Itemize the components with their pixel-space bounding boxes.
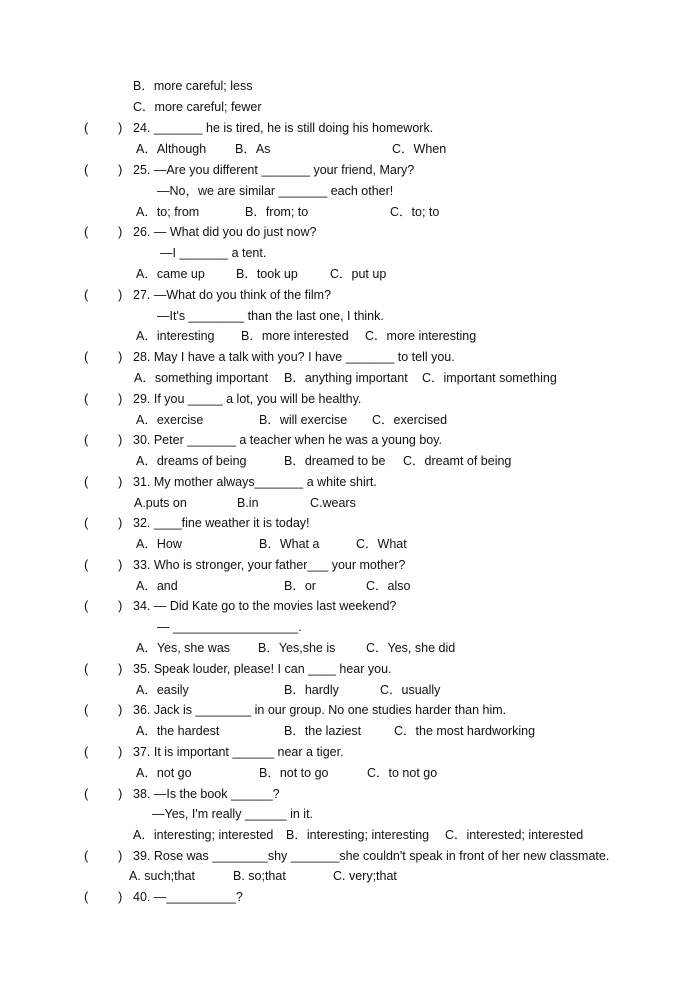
question-text: 37. It is important ______ near a tiger. bbox=[133, 745, 344, 759]
answer-option: A．Yes, she was bbox=[136, 641, 231, 655]
question-text: 29. If you _____ a lot, you will be healthy. bbox=[133, 392, 362, 406]
answer-paren-close: ) bbox=[118, 661, 123, 676]
answer-paren-open: ( bbox=[84, 391, 89, 406]
answer-paren-open: ( bbox=[84, 162, 89, 177]
answer-option: C．also bbox=[366, 579, 411, 593]
answer-option: B．or bbox=[284, 579, 316, 593]
line-text: —It's ________ than the last one, I think. bbox=[157, 309, 384, 323]
line-text: C．more careful; fewer bbox=[133, 100, 262, 114]
answer-option: B．will exercise bbox=[259, 413, 348, 427]
question-text: 38. —Is the book ______? bbox=[133, 787, 280, 801]
answer-option: B．interesting; interesting bbox=[286, 828, 430, 842]
answer-option: A．interesting; interested bbox=[133, 828, 274, 842]
question-text: 33. Who is stronger, your father___ your mother? bbox=[133, 558, 406, 572]
answer-option: C．dreamt of being bbox=[403, 454, 512, 468]
answer-paren-open: ( bbox=[84, 349, 89, 364]
answer-paren-open: ( bbox=[84, 702, 89, 717]
answer-paren-open: ( bbox=[84, 515, 89, 530]
answer-option: A. such;that bbox=[129, 869, 196, 883]
answer-paren-open: ( bbox=[84, 120, 89, 135]
question-text: 24. _______ he is tired, he is still doing his homework. bbox=[133, 121, 434, 135]
answer-option: B．hardly bbox=[284, 683, 339, 697]
answer-option: B．Yes,she is bbox=[258, 641, 336, 655]
answer-paren-close: ) bbox=[118, 786, 123, 801]
answer-option: C. very;that bbox=[333, 869, 397, 883]
answer-paren-close: ) bbox=[118, 474, 123, 489]
answer-option: A．not go bbox=[136, 766, 192, 780]
answer-option: C．usually bbox=[380, 683, 441, 697]
answer-option: C．When bbox=[392, 142, 447, 156]
answer-option: C．important something bbox=[422, 371, 557, 385]
answer-option: C．Yes, she did bbox=[366, 641, 456, 655]
line-text: B．more careful; less bbox=[133, 79, 253, 93]
answer-option: C．put up bbox=[330, 267, 387, 281]
answer-option: C．interested; interested bbox=[445, 828, 584, 842]
question-text: 30. Peter _______ a teacher when he was a young boy. bbox=[133, 433, 443, 447]
answer-option: A．something important bbox=[134, 371, 269, 385]
question-text: 31. My mother always_______ a white shirt. bbox=[133, 475, 377, 489]
answer-option: A.puts on bbox=[134, 496, 187, 510]
answer-option: B. so;that bbox=[233, 869, 286, 883]
answer-paren-open: ( bbox=[84, 474, 89, 489]
answer-option: A．dreams of being bbox=[136, 454, 247, 468]
answer-paren-close: ) bbox=[118, 120, 123, 135]
answer-option: B．more interested bbox=[241, 329, 349, 343]
answer-paren-open: ( bbox=[84, 598, 89, 613]
answer-paren-close: ) bbox=[118, 889, 123, 904]
question-text: 28. May I have a talk with you? I have _______ to tell you. bbox=[133, 350, 455, 364]
answer-option: C．exercised bbox=[372, 413, 448, 427]
answer-option: A．Although bbox=[136, 142, 207, 156]
answer-paren-open: ( bbox=[84, 557, 89, 572]
answer-paren-close: ) bbox=[118, 848, 123, 863]
answer-option: A．came up bbox=[136, 267, 205, 281]
answer-paren-open: ( bbox=[84, 432, 89, 447]
question-text: 35. Speak louder, please! I can ____ hear you. bbox=[133, 662, 392, 676]
answer-option: B．What a bbox=[259, 537, 320, 551]
answer-paren-close: ) bbox=[118, 349, 123, 364]
answer-option: A．interesting bbox=[136, 329, 215, 343]
answer-option: C．to; to bbox=[390, 205, 440, 219]
answer-option: C．to not go bbox=[367, 766, 438, 780]
answer-option: A．to; from bbox=[136, 205, 200, 219]
answer-paren-open: ( bbox=[84, 224, 89, 239]
question-text: 34. — Did Kate go to the movies last weekend? bbox=[133, 599, 397, 613]
answer-paren-close: ) bbox=[118, 557, 123, 572]
answer-option: B．took up bbox=[236, 267, 298, 281]
answer-option: C.wears bbox=[310, 496, 356, 510]
answer-paren-close: ) bbox=[118, 287, 123, 302]
answer-option: B．not to go bbox=[259, 766, 329, 780]
answer-option: C．more interesting bbox=[365, 329, 477, 343]
answer-option: B．anything important bbox=[284, 371, 408, 385]
answer-option: A．How bbox=[136, 537, 182, 551]
question-text: 27. —What do you think of the film? bbox=[133, 288, 332, 302]
answer-option: A．and bbox=[136, 579, 178, 593]
answer-paren-open: ( bbox=[84, 848, 89, 863]
answer-paren-close: ) bbox=[118, 391, 123, 406]
answer-paren-open: ( bbox=[84, 786, 89, 801]
answer-paren-close: ) bbox=[118, 702, 123, 717]
question-text: 32. ____fine weather it is today! bbox=[133, 516, 310, 530]
line-text: —No，we are similar _______ each other! bbox=[157, 184, 394, 198]
answer-option: A．the hardest bbox=[136, 724, 220, 738]
line-text: — __________________. bbox=[157, 620, 302, 634]
answer-paren-close: ) bbox=[118, 224, 123, 239]
answer-option: A．exercise bbox=[136, 413, 204, 427]
answer-paren-close: ) bbox=[118, 162, 123, 177]
answer-option: B．dreamed to be bbox=[284, 454, 386, 468]
answer-paren-close: ) bbox=[118, 744, 123, 759]
question-text: 36. Jack is ________ in our group. No one studies harder than him. bbox=[133, 703, 507, 717]
answer-paren-open: ( bbox=[84, 889, 89, 904]
question-text: 40. —__________? bbox=[133, 890, 243, 904]
answer-paren-open: ( bbox=[84, 661, 89, 676]
line-text: —I _______ a tent. bbox=[160, 246, 267, 260]
question-text: 26. — What did you do just now? bbox=[133, 225, 317, 239]
answer-option: A．easily bbox=[136, 683, 189, 697]
answer-paren-open: ( bbox=[84, 744, 89, 759]
question-text: 39. Rose was ________shy _______she couldn't speak in front of her new classmate. bbox=[133, 849, 610, 863]
answer-paren-close: ) bbox=[118, 515, 123, 530]
answer-option: B．the laziest bbox=[284, 724, 362, 738]
answer-paren-close: ) bbox=[118, 432, 123, 447]
question-text: 25. —Are you different _______ your friend, Mary? bbox=[133, 163, 415, 177]
answer-option: B．from; to bbox=[245, 205, 309, 219]
answer-paren-open: ( bbox=[84, 287, 89, 302]
answer-option: C．the most hardworking bbox=[394, 724, 536, 738]
answer-paren-close: ) bbox=[118, 598, 123, 613]
line-text: —Yes, I'm really ______ in it. bbox=[152, 807, 314, 821]
answer-option: B．As bbox=[235, 142, 271, 156]
answer-option: B.in bbox=[237, 496, 259, 510]
answer-option: C．What bbox=[356, 537, 407, 551]
